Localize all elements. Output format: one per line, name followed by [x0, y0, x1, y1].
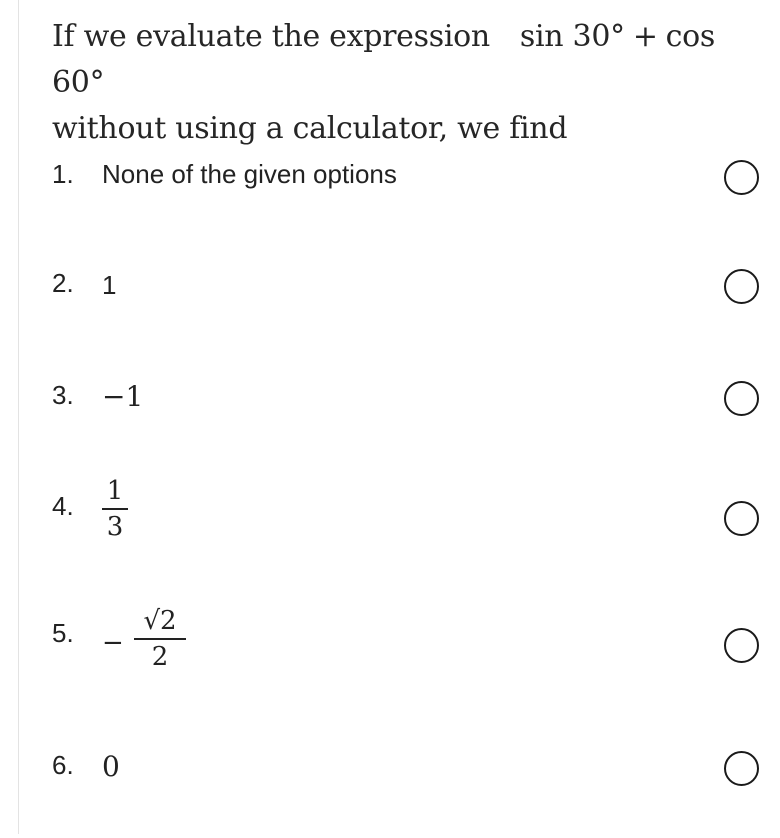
option-number: 6.: [52, 750, 74, 780]
numerator: 1: [106, 476, 124, 506]
radio-button[interactable]: [724, 381, 759, 416]
denominator: 2: [151, 641, 169, 672]
option-number: 3.: [52, 380, 74, 410]
option-number: 1.: [52, 159, 74, 189]
option-label: −1: [102, 380, 144, 413]
fraction-bar: [134, 638, 186, 640]
expr-sin: sin 30°: [519, 19, 625, 54]
option-2[interactable]: [52, 266, 768, 356]
option-5[interactable]: [52, 606, 768, 696]
question-line1: If we evaluate the expression: [52, 19, 490, 54]
option-4[interactable]: [52, 476, 768, 566]
option-label: 1: [102, 270, 117, 300]
denominator: 3: [106, 511, 124, 542]
question-text: [52, 14, 762, 152]
option-label: 0: [102, 750, 120, 783]
expr-plus: +: [632, 19, 658, 54]
question-line2: without using a calculator, we find: [52, 111, 568, 146]
left-border: [18, 0, 19, 834]
option-number: 5.: [52, 618, 74, 648]
option-number: 2.: [52, 268, 74, 298]
fraction-sqrt2-over-2: [134, 606, 186, 672]
minus-sign: −: [102, 628, 124, 658]
radio-button[interactable]: [724, 160, 759, 195]
option-6[interactable]: [52, 748, 768, 838]
sqrt-symbol: √: [143, 606, 161, 636]
radio-button[interactable]: [724, 269, 759, 304]
radio-button[interactable]: [724, 628, 759, 663]
radicand: 2: [160, 606, 177, 636]
option-1[interactable]: [52, 155, 768, 245]
radio-button[interactable]: [724, 751, 759, 786]
option-label: None of the given options: [102, 159, 397, 189]
fraction-bar: [102, 508, 128, 510]
radio-button[interactable]: [724, 501, 759, 536]
option-number: 4.: [52, 491, 74, 521]
fraction-one-third: [102, 476, 128, 542]
option-3[interactable]: [52, 378, 768, 468]
expr-cos: cos 60°: [52, 19, 716, 100]
numerator: [134, 606, 186, 636]
